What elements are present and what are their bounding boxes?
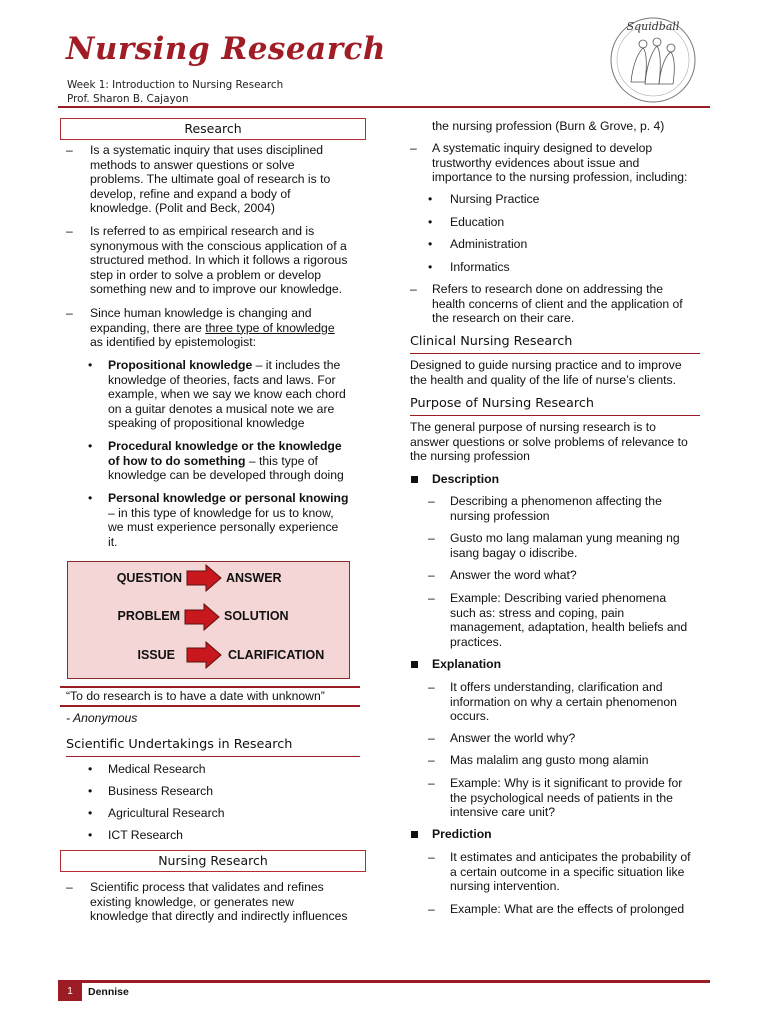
dash-marker: – [428, 850, 435, 864]
explanation-item-1: It offers understanding, clarification and information on why a certain phenomenon occurs. [450, 680, 677, 724]
area-education: Education [450, 215, 505, 229]
bullet-icon: • [88, 806, 93, 820]
purpose-heading: Purpose of Nursing Research [410, 396, 700, 416]
description-item-3: Answer the word what? [450, 568, 577, 582]
bullet-icon: • [428, 260, 433, 274]
description-label: Description [432, 472, 500, 486]
explanation-item-4: Example: Why is it significant to provide for the psychological needs of patients in the intensive care unit? [450, 776, 683, 820]
dash-marker: – [410, 282, 417, 296]
three-types-link-text: three type of knowledge [205, 320, 335, 335]
dash-marker: – [66, 224, 73, 238]
professor-name: Prof. Sharon B. Cajayon [67, 93, 189, 105]
nursing-definition-3: Refers to research done on addressing the health concerns of client and the application of the research on their care. [432, 282, 683, 326]
diagram-left-question: QUESTION [116, 571, 182, 585]
bullet-icon: • [428, 192, 433, 206]
procedural-knowledge: Procedural knowledge or the knowledge of how to do something – this type of knowledge can be developed through doing [108, 439, 344, 483]
arrow-right-icon [186, 564, 222, 592]
scientific-undertakings-heading: Scientific Undertakings in Research [66, 737, 360, 757]
dash-marker: – [428, 494, 435, 508]
author-name: Dennise [88, 986, 129, 998]
arrow-right-icon [184, 603, 220, 631]
header-divider [58, 106, 710, 108]
bullet-icon: • [88, 784, 93, 798]
propositional-knowledge: Propositional knowledge – it includes the knowledge of theories, facts and laws. For example, when we say we know each chord on a guitar denotes a musical note we are speaking of propositional knowledge [108, 358, 346, 431]
arrow-right-icon [186, 641, 222, 669]
bullet-icon: • [88, 439, 93, 453]
clinical-nursing-research-heading: Clinical Nursing Research [410, 334, 700, 354]
sci-item-ict: ICT Research [108, 828, 183, 842]
quote-rule-top [60, 686, 360, 688]
nursing-research-heading: Nursing Research [60, 850, 366, 872]
description-item-1: Describing a phenomenon affecting the nursing profession [450, 494, 662, 523]
prediction-item-1: It estimates and anticipates the probability of a certain outcome in a specific situation like nursing intervention. [450, 850, 691, 894]
page-number: 1 [58, 983, 82, 1001]
dash-marker: – [428, 531, 435, 545]
research-definition-1: Is a systematic inquiry that uses disciplined methods to answer questions or solve problems. The ultimate goal of research is to develop, refine and expand a body of knowledge. (Polit and Beck, 2004) [90, 143, 331, 216]
explanation-item-2: Answer the world why? [450, 731, 576, 745]
dash-marker: – [66, 306, 73, 320]
sci-item-medical: Medical Research [108, 762, 206, 776]
sci-item-agricultural: Agricultural Research [108, 806, 225, 820]
dash-marker: – [428, 680, 435, 694]
dash-marker: – [428, 568, 435, 582]
personal-knowledge: Personal knowledge or personal knowing – in this type of knowledge for us to know, we must experience personally experience it. [108, 491, 349, 549]
dash-marker: – [66, 143, 73, 157]
research-definition-2: Is referred to as empirical research and is synonymous with the conscious application of a structured method. In which it follows a rigorous step in order to solve a problem or develop something new and to improve our knowledge. [90, 224, 348, 297]
clinical-nursing-research-text: Designed to guide nursing practice and to improve the health and quality of the life of nurse’s clients. [410, 358, 682, 387]
page-title: Nursing Research [66, 31, 386, 67]
diagram-right-solution: SOLUTION [224, 609, 289, 623]
nursing-research-definition: Scientific process that validates and refines existing knowledge, or generates new knowledge that directly and indirectly influences [90, 880, 348, 924]
diagram-right-answer: ANSWER [226, 571, 282, 585]
square-bullet-icon [411, 831, 418, 838]
logo-text: Squidball [626, 20, 680, 33]
dash-marker: – [66, 880, 73, 894]
quote-rule-bottom [60, 705, 360, 707]
square-bullet-icon [411, 661, 418, 668]
dash-marker: – [410, 141, 417, 155]
nursing-definition-2: A systematic inquiry designed to develop trustworthy evidences about issue and importance to the nursing profession, including: [432, 141, 688, 185]
description-item-2: Gusto mo lang malaman yung meaning ng isang bagay o idiscribe. [450, 531, 680, 560]
area-nursing-practice: Nursing Practice [450, 192, 540, 206]
quote-text: “To do research is to have a date with unknown” [66, 689, 325, 703]
nursing-definition-continued: the nursing profession (Burn & Grove, p. 4) [432, 119, 665, 133]
research-definition-3: Since human knowledge is changing and expanding, there are three type of knowledge as identified by epistemologist: [90, 306, 335, 350]
dash-marker: – [428, 753, 435, 767]
diagram-left-problem: PROBLEM [117, 609, 180, 623]
dash-marker: – [428, 591, 435, 605]
bullet-icon: • [88, 828, 93, 842]
dash-marker: – [428, 731, 435, 745]
bullet-icon: • [88, 491, 93, 505]
prediction-item-2: Example: What are the effects of prolonged [450, 902, 685, 916]
area-administration: Administration [450, 237, 528, 251]
bullet-icon: • [428, 215, 433, 229]
description-item-4: Example: Describing varied phenomena such as: stress and coping, pain management, adaptation, health beliefs and practices. [450, 591, 688, 649]
quote-author: - Anonymous [66, 711, 138, 725]
diagram-right-clarification: CLARIFICATION [228, 648, 325, 662]
bullet-icon: • [428, 237, 433, 251]
squidball-logo [603, 12, 703, 104]
square-bullet-icon [411, 476, 418, 483]
area-informatics: Informatics [450, 260, 510, 274]
explanation-item-3: Mas malalim ang gusto mong alamin [450, 753, 649, 767]
dash-marker: – [428, 776, 435, 790]
footer-divider [58, 980, 710, 983]
bullet-icon: • [88, 358, 93, 372]
bullet-icon: • [88, 762, 93, 776]
purpose-text: The general purpose of nursing research is to answer questions or solve problems of relevance to the nursing profession [410, 420, 688, 464]
dash-marker: – [428, 902, 435, 916]
prediction-label: Prediction [432, 827, 492, 841]
sci-item-business: Business Research [108, 784, 213, 798]
explanation-label: Explanation [432, 657, 502, 671]
week-subtitle: Week 1: Introduction to Nursing Research [67, 79, 284, 91]
diagram-left-issue: ISSUE [137, 648, 175, 662]
research-heading: Research [60, 118, 366, 140]
